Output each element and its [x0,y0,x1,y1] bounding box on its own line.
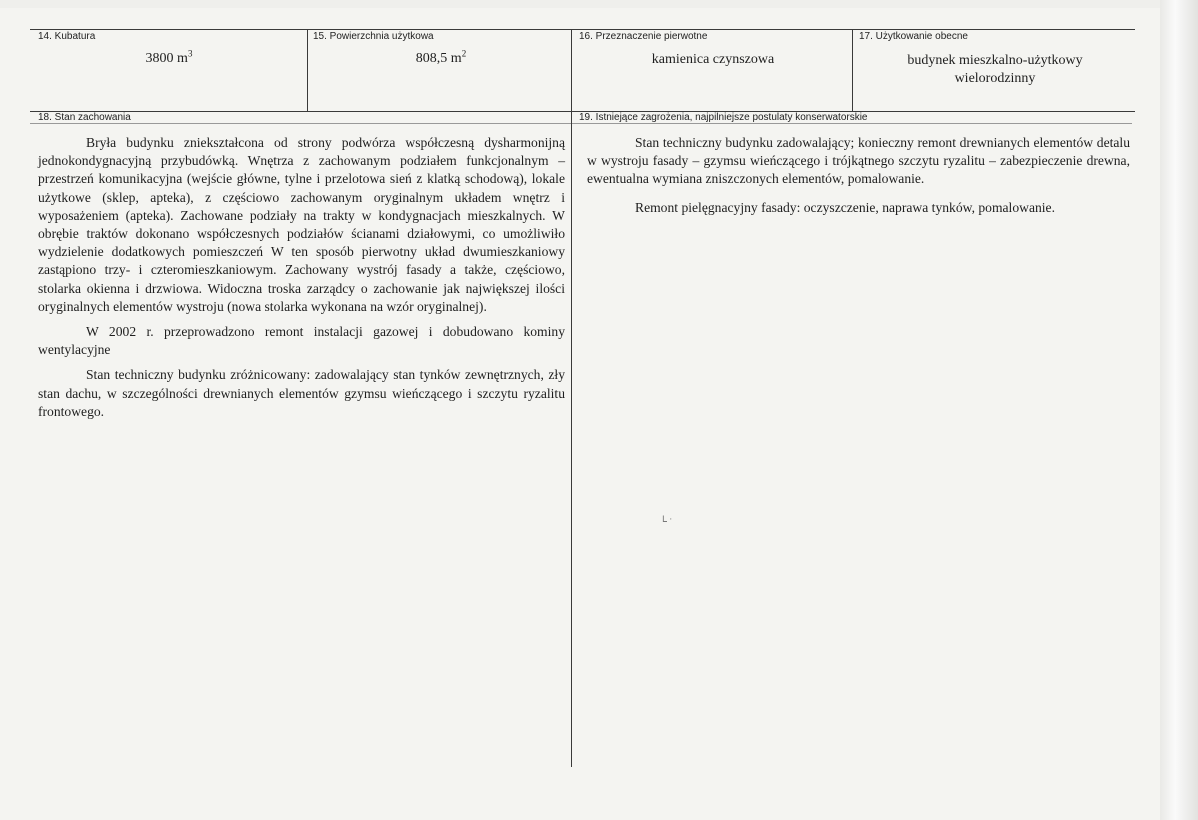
field-17-value: budynek mieszkalno-użytkowy wielorodzinny [907,53,1083,86]
scan-edge-right [1160,0,1198,820]
grid-divider-1 [307,29,308,111]
scan-edge-top [0,0,1160,8]
field-16-value: kamienica czynszowa [651,52,775,67]
field-18-text [38,134,565,428]
field-18-label: 18. Stan zachowania [38,112,131,123]
stan-paragraph-2: W 2002 r. przeprowadzono remont instalacji gazowej i dobudowano kominy wentylacyjne [38,324,565,358]
field-19-label: 19. Istniejące zagrożenia, najpilniejsze postulaty konserwatorskie [579,112,868,123]
powierzchnia-number: 808,5 m [415,51,462,66]
field-19-text [587,134,1130,224]
field-16-label: 16. Przeznaczenie pierwotne [579,31,708,42]
kubatura-exponent: 3 [187,48,193,59]
stan-paragraph-3: Stan techniczny budynku zróżnicowany: zadowalający stan tynków zewnętrznych, zły stan dachu, w szczególności drewnianych elementów gzymsu wieńczącego i szczytu ryzalitu frontowego. [38,367,565,419]
stan-paragraph-1: Bryła budynku zniekształcona od strony podwórza współczesną dysharmonijną jednokondygnacyjną przybudówką. Wnętrza z zachowanym podziałem funkcjonalnym – przestrzeń komunikacyjna (wejście główne, tylne i przelotowa sień z klatką schodową), lokale użytkowe (sklep, apteka), z częściowo zachowanym oryginalnym układem wnętrz i wyposażeniem (apteka). Zachowane podziały na trakty w kondygnacjach mieszkalnych. W obrębie traktów dokonano współczesnych podziałów ścianami działowymi, co umożliwiło wydzielenie dodatkowych pomieszczeń W ten sposób pierwotny układ dwumieszkaniowy zastąpiono trzy- i czteromieszkaniowym. Zachowany wystrój fasady a także, częściowo, stolarka okienna i drzwiowa. Widoczna troska zarządcy o zachowanie jak największej ilości oryginalnych elementów wystroju (nowa stolarka wykonana na wzór oryginalnej). [38,135,565,314]
field-14-value [34,50,304,68]
powierzchnia-exponent: 2 [461,48,467,59]
field-17-label: 17. Użytkowanie obecne [859,31,968,42]
field-15-label: 15. Powierzchnia użytkowa [313,31,434,42]
grid-divider-3 [852,29,853,111]
field-15-value [310,50,572,68]
grid-divider-main [571,29,572,767]
stray-mark: ᒪ · [662,514,673,524]
zagrozenia-paragraph-2: Remont pielęgnacyjny fasady: oczyszczenie, naprawa tynków, pomalowanie. [635,199,1055,215]
kubatura-number: 3800 m [145,51,188,66]
field-14-label: 14. Kubatura [38,31,96,42]
zagrozenia-paragraph-1: Stan techniczny budynku zadowalający; konieczny remont drewnianych elementów detalu w wystroju fasady – gzymsu wieńczącego i trójkątnego szczytu ryzalitu – zabezpieczenie drewna, ewentualna wymiana zniszczonych elementów, pomalowanie. [587,135,1130,187]
grid-top-border [30,29,1135,30]
